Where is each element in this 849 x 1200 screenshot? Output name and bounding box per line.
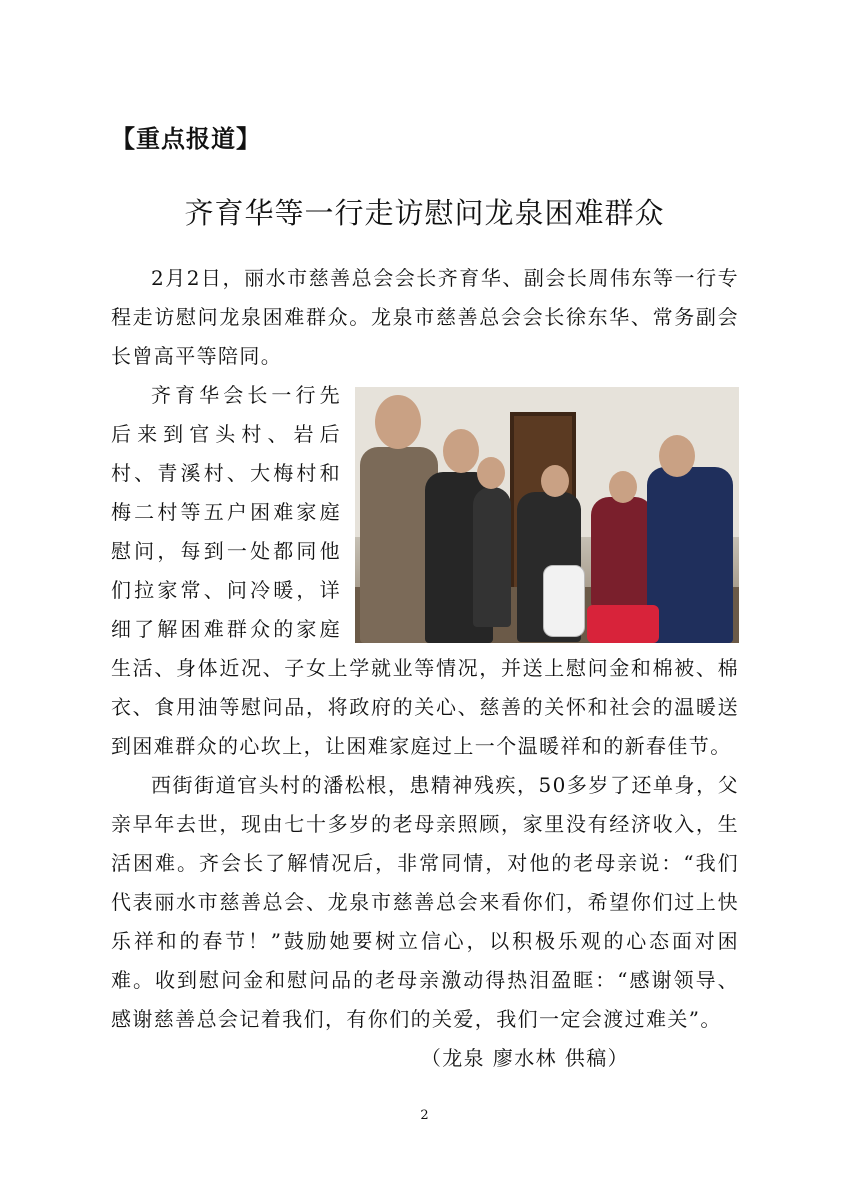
page-number: 2 — [420, 1108, 429, 1123]
article-title: 齐育华等一行走访慰问龙泉困难群众 — [184, 196, 665, 230]
paragraph-3-text: 西街街道官头村的潘松根，患精神残疾，50多岁了还单身，父亲早年去世，现由七十多岁的老母亲照顾，家里没有经济收入，生活困难。齐会长了解情况后，非常同情，对他的老母亲说：“我们代表丽水市慈善总会、龙泉市慈善总会来看你们，希望你们过上快乐祥和的春节！”鼓励她要树立信心，以积极乐观的心态面对困难。收到慰问金和慰问品的老母亲激动得热泪盈眶：“感谢领导、感谢慈善总会记着我们，有你们的关爱，我们一定会渡过难关”。 — [111, 773, 739, 1031]
paragraph-1: 2月2日，丽水市慈善总会会长齐育华、副会长周伟东等一行专程走访慰问龙泉困难群众。龙泉市慈善总会会长徐东华、常务副会长曾高平等陪同。 — [111, 266, 739, 368]
paragraph-2: 齐育华会长一行先后来到官头村、岩后村、青溪村、大梅村和梅二村等五户困难家庭慰问，每到一处都同他们拉家常、问冷暖，详细了解困难群众的家庭生活、身体近况、子女上学就业等情况，并送上慰问金和棉被、棉衣、食用油等慰问品，将政府的关心、慈善的关怀和社会的温暖送到困难群众的心坎上，让困难家庭过上一个温暖祥和的新春佳节。 — [111, 383, 739, 758]
visit-photo — [355, 387, 739, 643]
article-body — [111, 259, 739, 1078]
section-tag: 【重点报道】 — [111, 125, 261, 153]
signoff: （龙泉 廖水林 供稿） — [420, 1046, 629, 1070]
paragraph-3 — [111, 766, 739, 1070]
